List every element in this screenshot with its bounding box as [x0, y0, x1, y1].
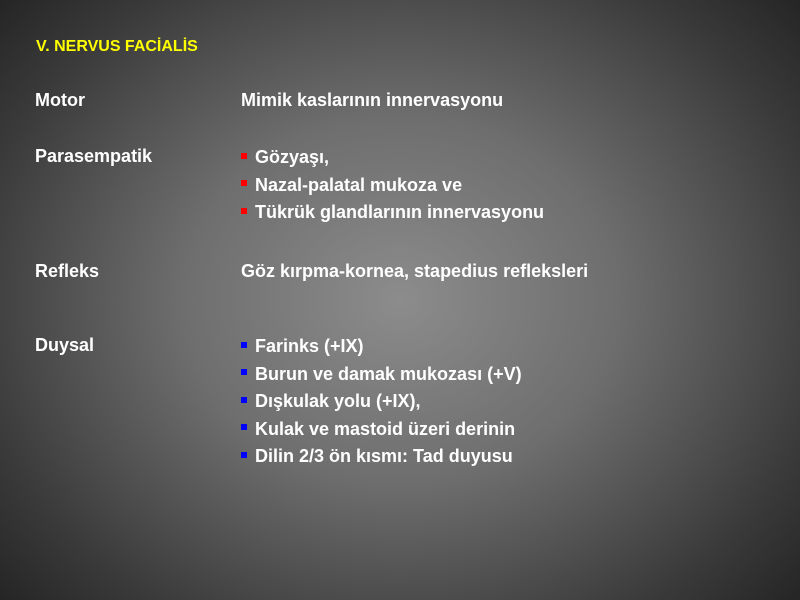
list-item-text: Tükrük glandlarının innervasyonu: [255, 202, 545, 223]
red-square-bullet-icon: [241, 180, 247, 186]
row-label-motor: Motor: [35, 90, 85, 110]
list-item-text: Dışkulak yolu (+IX),: [255, 391, 421, 412]
list-item: [241, 333, 522, 361]
list-item-text: Farinks (+IX): [255, 336, 364, 357]
red-square-bullet-icon: [241, 208, 247, 214]
slide-title: V. NERVUS FACİALİS: [36, 38, 198, 55]
list-item: [241, 172, 544, 200]
row-value-motor: Mimik kaslarının innervasyonu: [241, 90, 504, 110]
blue-square-bullet-icon: [241, 424, 247, 430]
list-item: [241, 388, 522, 416]
list-item-text: Nazal-palatal mukoza ve: [255, 174, 463, 195]
list-item: [241, 443, 522, 471]
list-item: [241, 416, 522, 444]
list-item-text: Burun ve damak mukozası (+V): [255, 363, 522, 384]
row-label-sensory: Duysal: [35, 335, 95, 355]
list-item: [241, 144, 544, 172]
sensory-list: [241, 333, 522, 471]
list-item-text: Dilin 2/3 ön kısmı: Tad duyusu: [255, 446, 513, 467]
row-label-reflex: Refleks: [35, 261, 100, 281]
blue-square-bullet-icon: [241, 342, 247, 348]
row-value-reflex: Göz kırpma-kornea, stapedius refleksleri: [241, 261, 589, 281]
blue-square-bullet-icon: [241, 397, 247, 403]
list-item: [241, 199, 544, 227]
blue-square-bullet-icon: [241, 452, 247, 458]
red-square-bullet-icon: [241, 153, 247, 159]
list-item-text: Kulak ve mastoid üzeri derinin: [255, 418, 516, 439]
parasympathetic-list: [241, 144, 544, 227]
row-label-parasympathetic: Parasempatik: [35, 146, 153, 166]
list-item-text: Gözyaşı,: [255, 147, 330, 168]
list-item: [241, 361, 522, 389]
blue-square-bullet-icon: [241, 369, 247, 375]
